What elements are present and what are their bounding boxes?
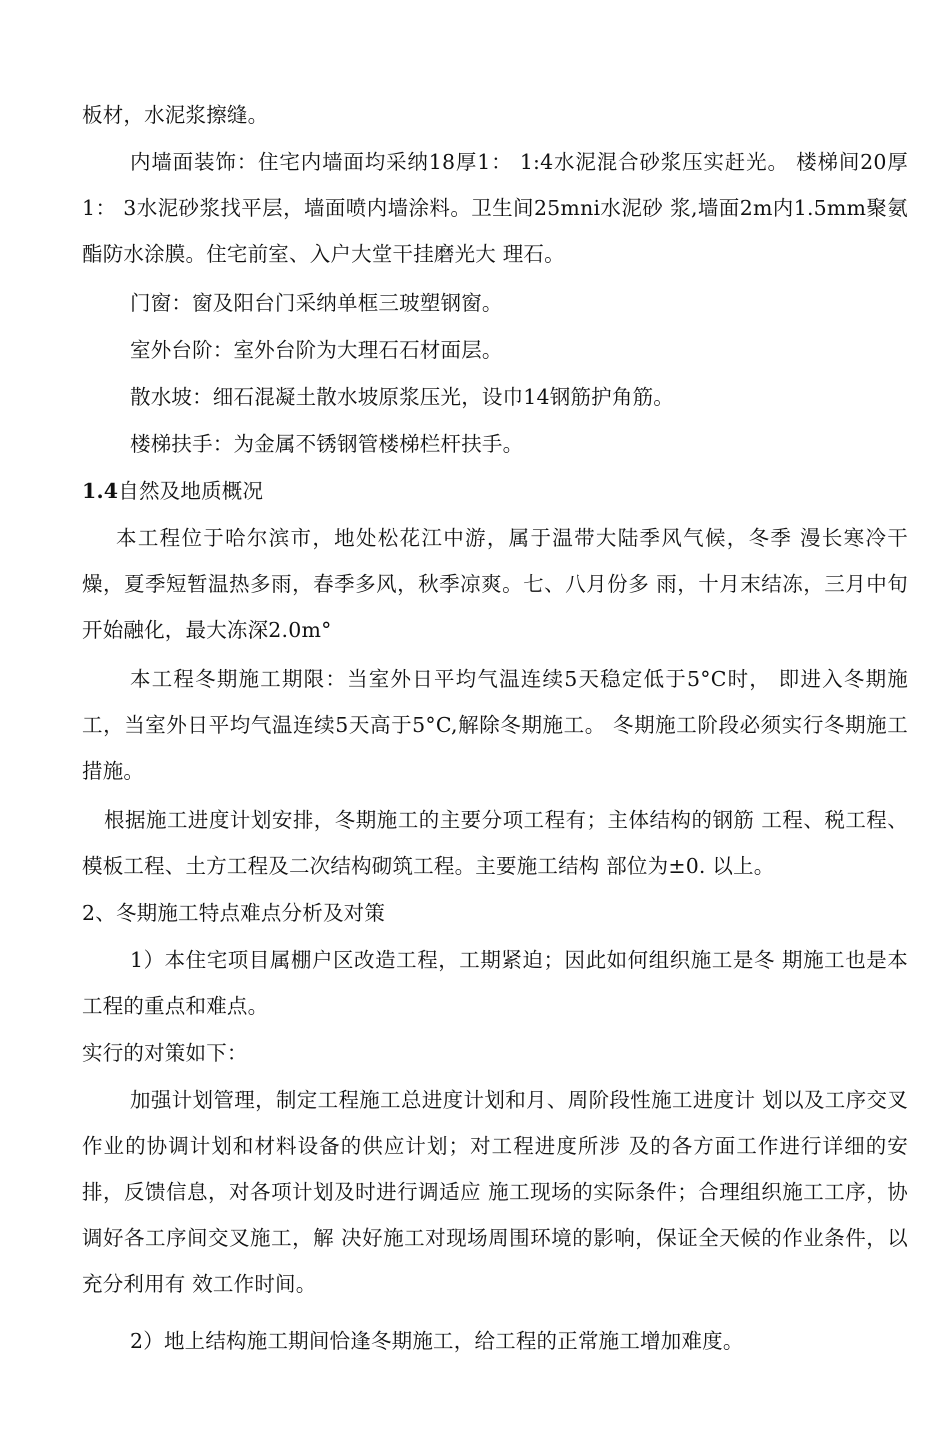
section-heading-2: 2、冬期施工特点难点分析及对策 [82, 901, 386, 925]
paragraph-outdoor-steps: 室外台阶：室外台阶为大理石石材面层。 [130, 338, 503, 362]
section-number: 1.4 [82, 479, 119, 503]
paragraph-natural-conditions: 本工程位于哈尔滨市，地处松花江中游，属于温带大陆季风气候，冬季 漫长寒冷干燥，夏季短暂温热多雨，春季多风，秋季凉爽。七、八月份多 雨，十月末结冻，三月中旬开始融化，最大冻深2.0m° [82, 526, 908, 642]
paragraph-countermeasures-intro: 实行的对策如下： [82, 1041, 248, 1065]
paragraph-doors-windows: 门窗：窗及阳台门采纳单框三玻塑钢窗。 [130, 291, 503, 315]
section-title: 自然及地质概况 [118, 479, 264, 503]
paragraph-winter-period: 本工程冬期施工期限：当室外日平均气温连续5天稳定低于5°C时， 即进入冬期施工，当室外日平均气温连续5天高于5°C,解除冬期施工。 冬期施工阶段必须实行冬期施工措施。 [82, 667, 908, 783]
section-heading-1-4 [82, 468, 908, 514]
paragraph-apron: 散水坡：细石混凝土散水坡原浆压光，设巾14钢筋护角筋。 [130, 385, 674, 409]
paragraph-interior-wall: 内墙面装饰：住宅内墙面均采纳18厚1： 1:4水泥混合砂浆压实赶光。 楼梯间20厚1： 3水泥砂浆找平层，墙面喷内墙涂料。卫生间25mni水泥砂 浆,墙面2m内1.5mm聚氨酯防水涂膜。住宅前室、入户大堂干挂磨光大 理石。 [82, 150, 908, 266]
paragraph-plan-management: 加强计划管理，制定工程施工总进度计划和月、周阶段性施工进度计 划以及工序交叉作业的协调计划和材料设备的供应计划；对工程进度所涉 及的各方面工作进行详细的安排，反馈信息，对各项计划及时进行调适应 施工现场的实际条件；合理组织施工工序，协调好各工序间交叉施工，解 决好施工对现场周围环境的影响，保证全天候的作业条件，以充分利用有 效工作时间。 [82, 1088, 908, 1296]
paragraph-continuation: 板材，水泥浆擦缝。 [82, 103, 269, 127]
paragraph-difficulty-2: 2）地上结构施工期间恰逢冬期施工，给工程的正常施工增加难度。 [130, 1329, 744, 1353]
paragraph-schedule: 根据施工进度计划安排，冬期施工的主要分项工程有；主体结构的钢筋 工程、税工程、模板工程、土方工程及二次结构砌筑工程。主要施工结构 部位为±0. 以上。 [82, 808, 908, 878]
paragraph-difficulty-1: 1）本住宅项目属棚户区改造工程，工期紧迫；因此如何组织施工是冬 期施工也是本工程的重点和难点。 [82, 948, 908, 1018]
paragraph-handrail: 楼梯扶手：为金属不锈钢管楼梯栏杆扶手。 [130, 432, 524, 456]
